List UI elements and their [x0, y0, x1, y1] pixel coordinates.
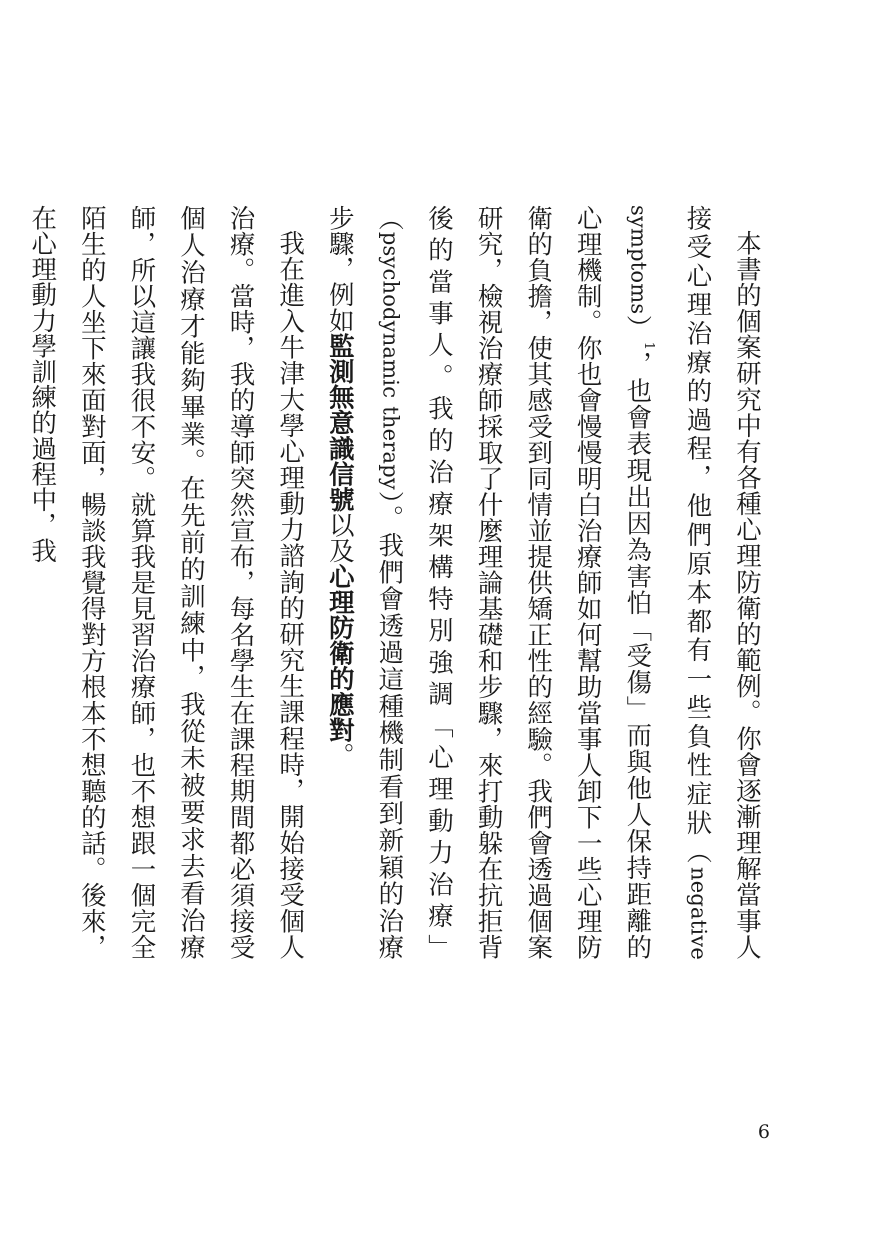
english-term: psychodynamic therapy	[378, 231, 403, 490]
text-run: 以及	[325, 512, 356, 564]
emphasized-term: 監測無意識信號	[325, 333, 356, 513]
emphasized-term: 心理防衛的應對	[325, 563, 356, 743]
text-run: 我在進入牛津大學心理動力諮詢的研究生課程時，開始接受個人治療。當時，我的導師突然宣布，每名學生在課程期間都必須接受個人治療才能夠畢業。在先前的訓練中，我從未被要求去看治療師，所以這讓我很不安。就算我是見習治療師，也不想跟一個完全陌生的人坐下來面對面，暢談我覺得對方根本不想聽的話。後來，在心理動力學訓練的過程中，我	[28, 205, 307, 960]
text-run: ）。我們會透過這種機制看到新穎的治療步驟，例如	[325, 205, 406, 960]
text-run: 。	[325, 742, 356, 769]
text-run: ，也會表現出因為害怕「受傷」而與他人保持距離的心理機制。你也會慢慢明白治療師如何幫助當事人卸下一些心理防衛的負擔，使其感受到同情並提供矯正性的經驗。我們會透過個案研究，檢視治療師採取了什麼理論基礎和步驟，來打動躲在抗拒背後的當事人。我的治療架構特別強調「心理動力治療」（	[375, 205, 654, 960]
footnote-marker: 1	[640, 341, 656, 351]
english-term: negative symptoms	[626, 205, 711, 960]
text-run: ）	[623, 314, 654, 342]
paragraph-1	[315, 205, 772, 960]
body-text	[28, 205, 772, 960]
page-number: 6	[757, 1121, 770, 1143]
text-run: 本書的個案研究中有各種心理防衛的範例。你會逐漸理解當事人接受心理治療的過程，他們原本都有一些負性症狀（	[683, 205, 763, 960]
paragraph-2	[18, 205, 316, 960]
